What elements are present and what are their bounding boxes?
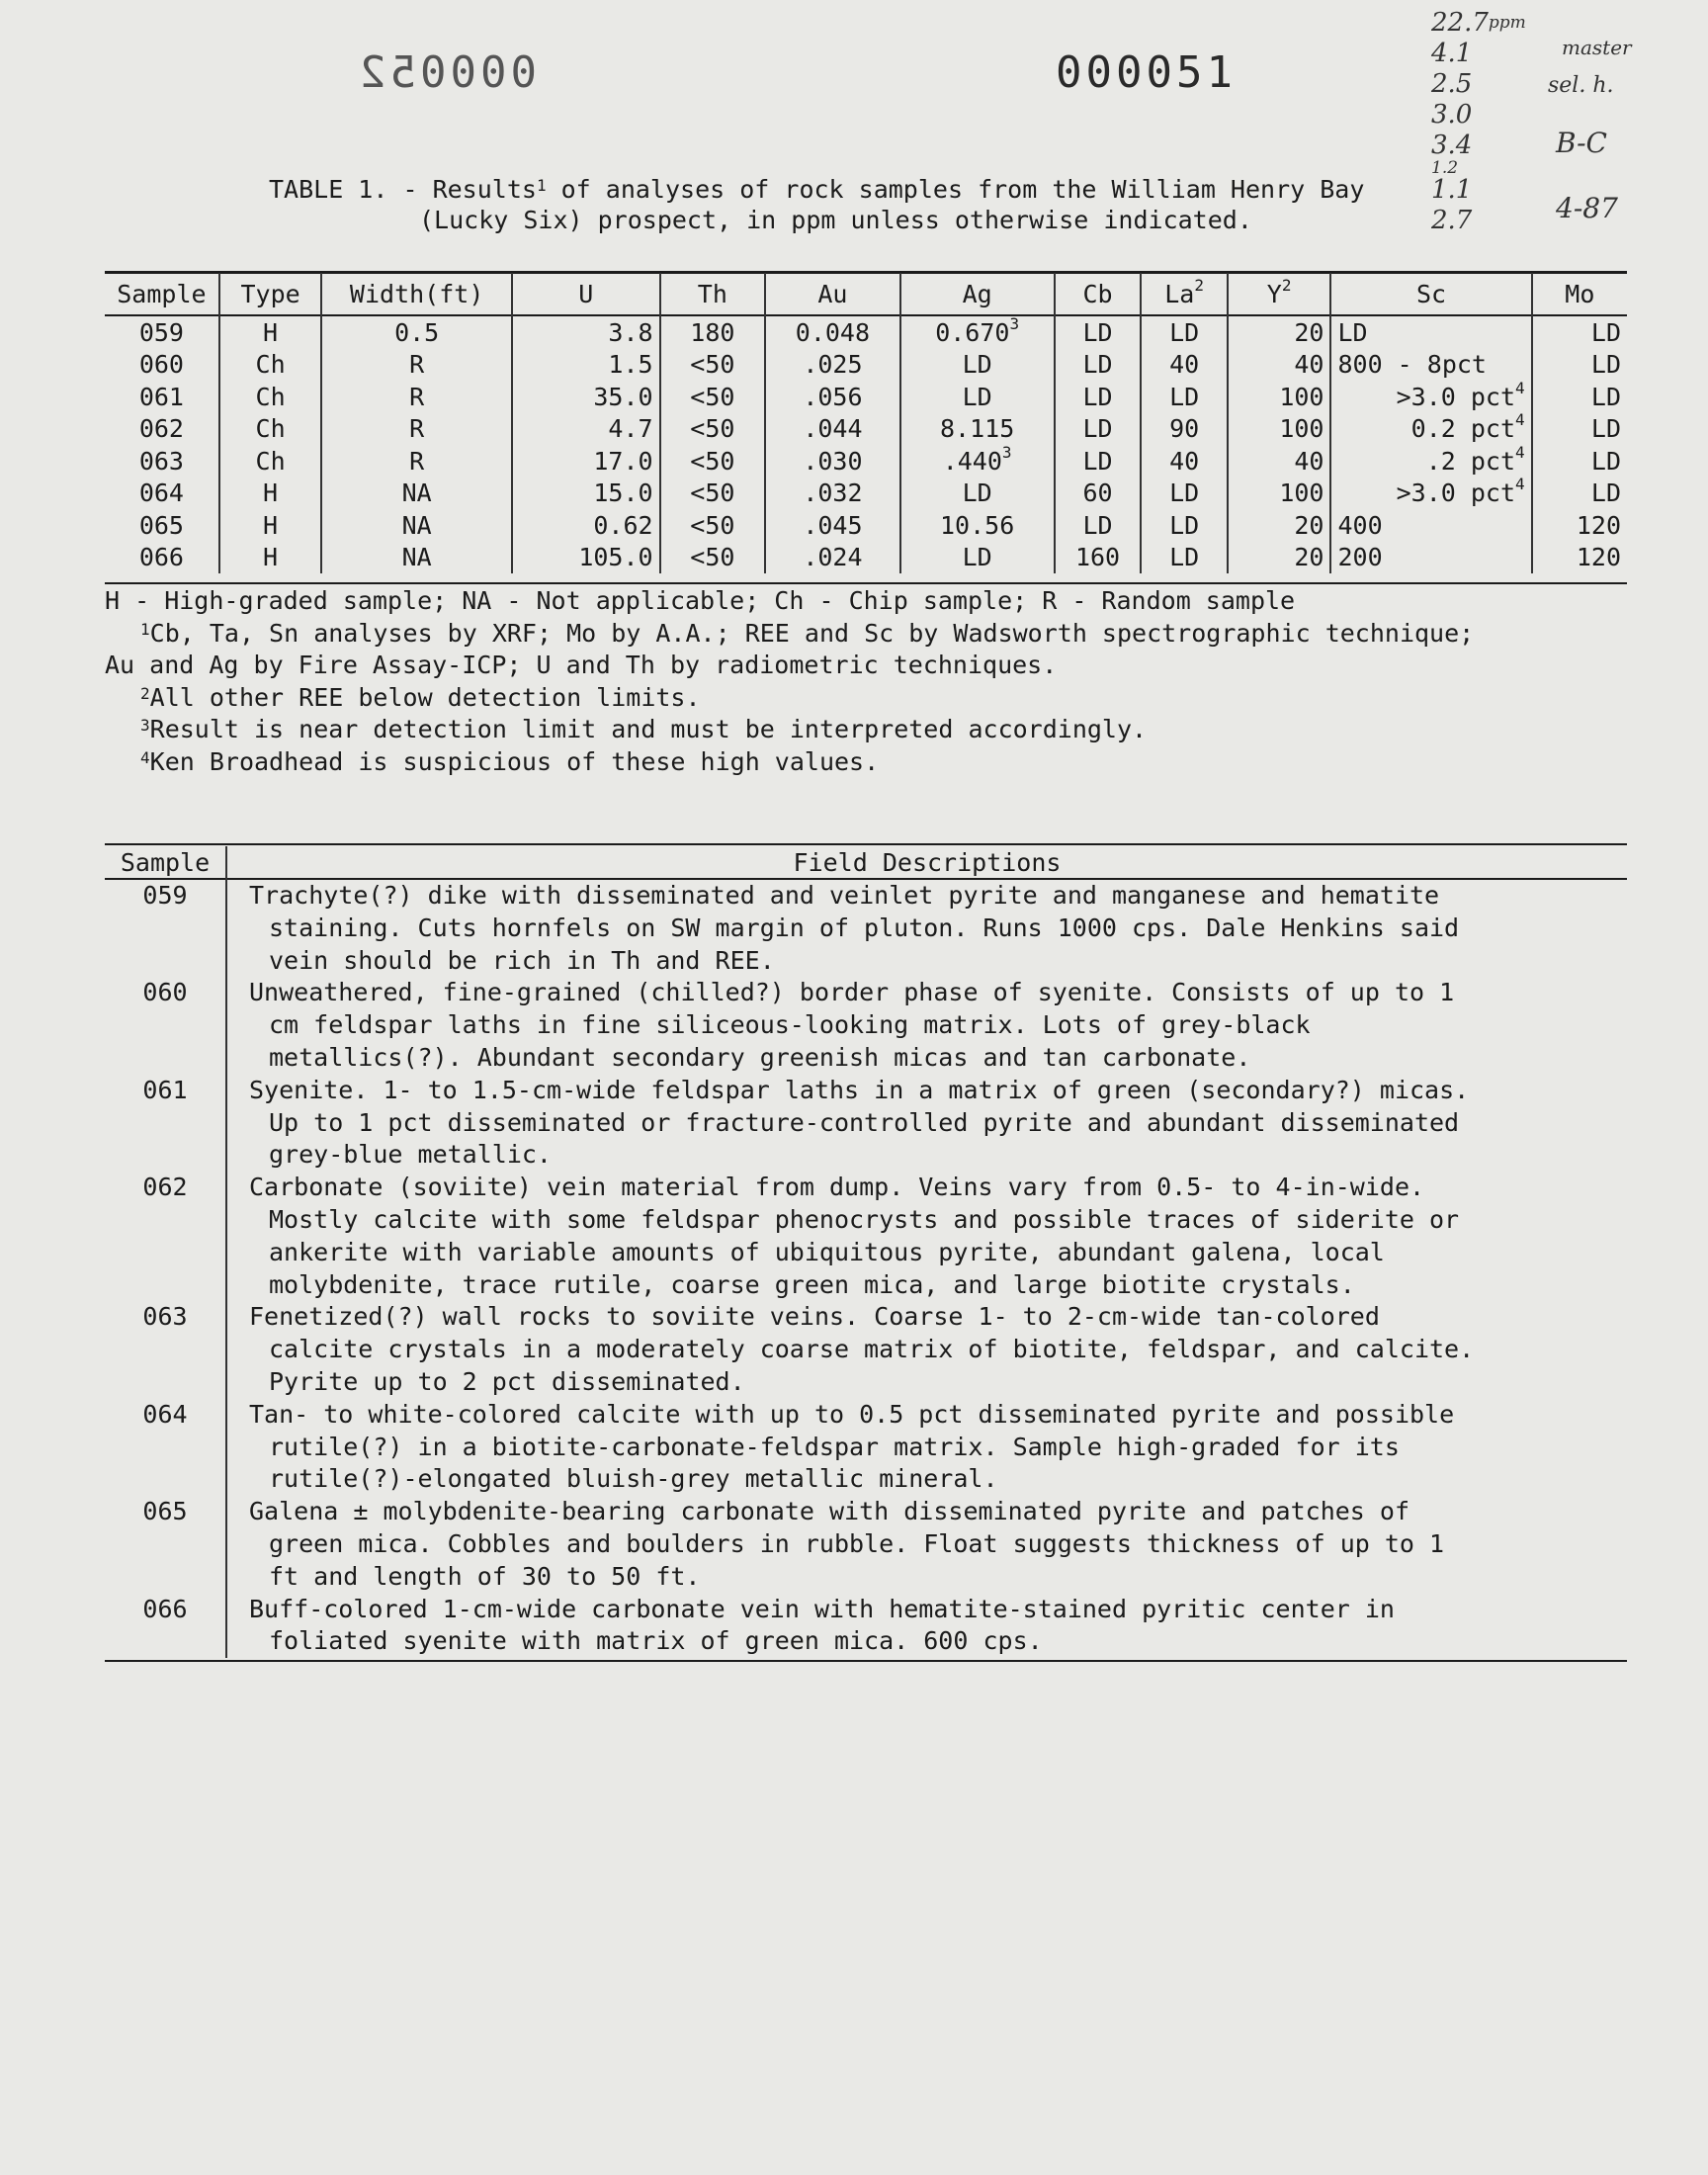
cell-th: <50 [660, 542, 766, 574]
cell-la: LD [1141, 381, 1227, 413]
cell-mo: LD [1532, 349, 1627, 382]
cell-la: LD [1141, 542, 1227, 574]
cell-au: .030 [765, 445, 900, 478]
cell-cb: 160 [1055, 542, 1142, 574]
cell-sample: 062 [105, 1172, 226, 1301]
description-line: Unweathered, fine-grained (chilled?) border phase of syenite. Consists of up to 1 [249, 978, 1455, 1007]
col-header-u: U [512, 273, 660, 315]
cell-sc: LD [1330, 315, 1531, 349]
cell-au: 0.048 [765, 315, 900, 349]
description-line: vein should be rich in Th and REE. [269, 945, 775, 975]
cell-au: .044 [765, 413, 900, 446]
cell-th: <50 [660, 349, 766, 382]
cell-width: R [321, 445, 512, 478]
cell-type: Ch [219, 445, 322, 478]
footnote-4: $^4$Ken Broadhead is suspicious of these high values. [140, 746, 880, 776]
col-header-ag: Ag [900, 273, 1055, 315]
description-line: rutile(?)-elongated bluish-grey metallic mineral. [269, 1464, 998, 1494]
cell-type: H [219, 478, 322, 510]
cell-description [226, 1399, 1627, 1496]
description-line: staining. Cuts hornfels on SW margin of pluton. Runs 1000 cps. Dale Henkins said [269, 913, 1460, 942]
cell-th: <50 [660, 445, 766, 478]
cell-mo: 120 [1532, 542, 1627, 574]
field-descriptions-body [105, 879, 1627, 1658]
cell-y: 100 [1228, 478, 1331, 510]
page-stamp-mirrored: 000052 [356, 47, 537, 98]
cell-sc: 400 [1330, 509, 1531, 542]
description-row [105, 879, 1627, 977]
col-header-field-descriptions: Field Descriptions [793, 847, 1062, 877]
description-line: Tan- to white-colored calcite with up to 0.5 pct disseminated pyrite and possible [249, 1399, 1455, 1429]
col-header-type: Type [219, 273, 322, 315]
analysis-table-body [105, 315, 1627, 573]
cell-ag: LD [900, 478, 1055, 510]
cell-sample: 059 [138, 317, 184, 347]
cell-description [226, 1301, 1627, 1398]
cell-y: 20 [1228, 509, 1331, 542]
cell-description [226, 1172, 1627, 1301]
table-row [105, 478, 1627, 510]
col-header-cb: Cb [1055, 273, 1142, 315]
cell-description [226, 1594, 1627, 1659]
col-header-th: Th [660, 273, 766, 315]
handwritten-note: sel. h. [1548, 73, 1614, 98]
table2-top-rule [105, 843, 1627, 845]
description-line: Fenetized(?) wall rocks to soviite veins. Coarse 1- to 2-cm-wide tan-colored [249, 1302, 1380, 1332]
cell-width: NA [321, 509, 512, 542]
cell-u: 4.7 [512, 413, 660, 446]
cell-sample: 061 [105, 1075, 226, 1172]
cell-u: 35.0 [512, 381, 660, 413]
cell-sc: 800 - 8pct [1330, 349, 1531, 382]
cell-ag: LD [900, 542, 1055, 574]
cell-cb: LD [1055, 315, 1142, 349]
table-row [105, 349, 1627, 382]
description-line: foliated syenite with matrix of green mica. 600 cps. [269, 1626, 1043, 1656]
description-line: Buff-colored 1-cm-wide carbonate vein with hematite-stained pyritic center in [249, 1594, 1395, 1623]
abbreviation-legend: H - High-graded sample; NA - Not applicable; Ch - Chip sample; R - Random sample [105, 586, 1296, 615]
cell-sample: 063 [138, 446, 184, 476]
cell-sc: 200 [1330, 542, 1531, 574]
handwritten-note: 4-87 [1556, 192, 1618, 224]
cell-mo: LD [1532, 315, 1627, 349]
description-row [105, 977, 1627, 1074]
cell-sample: 060 [138, 350, 184, 380]
cell-u: 17.0 [512, 445, 660, 478]
cell-y: 100 [1228, 381, 1331, 413]
table-row [105, 445, 1627, 478]
cell-description [226, 977, 1627, 1074]
cell-th: <50 [660, 413, 766, 446]
cell-mo: 120 [1532, 509, 1627, 542]
cell-mo: LD [1532, 413, 1627, 446]
description-line: molybdenite, trace rutile, coarse green mica, and large biotite crystals. [269, 1269, 1355, 1299]
footnote-1-cont: Au and Ag by Fire Assay-ICP; U and Th by radiometric techniques. [105, 651, 1058, 679]
cell-u: 0.62 [512, 509, 660, 542]
cell-au: .025 [765, 349, 900, 382]
col-header-y: $Y^2$ [1228, 273, 1331, 315]
handwritten-value: 3.4 [1431, 130, 1473, 160]
cell-type: H [219, 509, 322, 542]
cell-sc: 0.2 pct$^4$ [1330, 413, 1531, 446]
table-row [105, 413, 1627, 446]
table1-bottom-rule [105, 582, 1627, 584]
table-notes [105, 585, 1647, 778]
cell-y: 20 [1228, 542, 1331, 574]
cell-sample: 062 [138, 414, 184, 444]
cell-au: .024 [765, 542, 900, 574]
cell-th: <50 [660, 478, 766, 510]
description-line: Mostly calcite with some feldspar phenocrysts and possible traces of siderite or [269, 1204, 1460, 1234]
description-line: rutile(?) in a biotite-carbonate-feldspar matrix. Sample high-graded for its [269, 1432, 1400, 1461]
cell-cb: LD [1055, 509, 1142, 542]
cell-la: LD [1141, 509, 1227, 542]
cell-type: H [219, 315, 322, 349]
description-row [105, 1075, 1627, 1172]
cell-u: 105.0 [512, 542, 660, 574]
cell-sample: 061 [138, 382, 184, 411]
cell-sample: 066 [138, 543, 184, 572]
cell-type: H [219, 542, 322, 574]
handwritten-value: 2.7 [1431, 206, 1473, 235]
cell-ag: 10.56 [900, 509, 1055, 542]
cell-la: 90 [1141, 413, 1227, 446]
cell-la: 40 [1141, 445, 1227, 478]
cell-sample: 064 [105, 1399, 226, 1496]
description-line: calcite crystals in a moderately coarse matrix of biotite, feldspar, and calcite. [269, 1335, 1475, 1364]
description-line: ft and length of 30 to 50 ft. [269, 1561, 701, 1591]
footnote-1: $^1$Cb, Ta, Sn analyses by XRF; Mo by A.A.; REE and Sc by Wadsworth spectrographic technique; [140, 618, 1475, 648]
description-row [105, 1301, 1627, 1398]
description-row [105, 1496, 1627, 1593]
description-line: cm feldspar laths in fine siliceous-looking matrix. Lots of grey-black [269, 1010, 1311, 1040]
cell-width: R [321, 349, 512, 382]
cell-type: Ch [219, 381, 322, 413]
description-line: Galena ± molybdenite-bearing carbonate with disseminated pyrite and patches of [249, 1497, 1409, 1526]
description-row [105, 1172, 1627, 1301]
handwritten-note: master [1562, 36, 1632, 59]
cell-th: 180 [660, 315, 766, 349]
cell-description [226, 1075, 1627, 1172]
cell-mo: LD [1532, 445, 1627, 478]
description-line: Trachyte(?) dike with disseminated and veinlet pyrite and manganese and hematite [249, 881, 1440, 910]
col-header-mo: Mo [1532, 273, 1627, 315]
handwritten-value: 3.0 [1431, 100, 1473, 130]
cell-y: 40 [1228, 445, 1331, 478]
analysis-table [105, 273, 1627, 573]
cell-ag: 8.115 [900, 413, 1055, 446]
description-line: Syenite. 1- to 1.5-cm-wide feldspar laths in a matrix of green (secondary?) micas. [249, 1075, 1470, 1104]
cell-type: Ch [219, 413, 322, 446]
field-descriptions-table [105, 846, 1627, 1658]
table-row [105, 315, 1627, 349]
cell-description [226, 1496, 1627, 1593]
handwritten-note: B-C [1556, 127, 1607, 159]
cell-u: 15.0 [512, 478, 660, 510]
col-header-sample: Sample [105, 846, 226, 879]
cell-sample: 064 [138, 478, 184, 508]
cell-au: .045 [765, 509, 900, 542]
cell-width: R [321, 413, 512, 446]
cell-ag: 0.670$^3$ [900, 315, 1055, 349]
cell-type: Ch [219, 349, 322, 382]
cell-cb: LD [1055, 445, 1142, 478]
table-row [105, 509, 1627, 542]
description-line: ankerite with variable amounts of ubiquitous pyrite, abundant galena, local [269, 1237, 1385, 1266]
description-row [105, 1594, 1627, 1659]
cell-sample: 059 [105, 879, 226, 977]
table-row [105, 542, 1627, 574]
description-line: grey-blue metallic. [269, 1140, 552, 1170]
cell-cb: LD [1055, 381, 1142, 413]
cell-la: 40 [1141, 349, 1227, 382]
cell-width: R [321, 381, 512, 413]
description-line: Up to 1 pct disseminated or fracture-controlled pyrite and abundant disseminated [269, 1107, 1460, 1137]
cell-sc: >3.0 pct$^4$ [1330, 381, 1531, 413]
cell-ag: LD [900, 381, 1055, 413]
cell-cb: LD [1055, 413, 1142, 446]
cell-th: <50 [660, 381, 766, 413]
handwritten-value: 1.1 [1431, 175, 1473, 205]
cell-y: 100 [1228, 413, 1331, 446]
table2-bottom-rule [105, 1660, 1627, 1662]
cell-width: NA [321, 478, 512, 510]
cell-y: 20 [1228, 315, 1331, 349]
cell-ag: LD [900, 349, 1055, 382]
footnote-2: $^2$All other REE below detection limits. [140, 682, 701, 712]
handwritten-value: 1.2 [1431, 158, 1459, 178]
cell-sample: 066 [105, 1594, 226, 1659]
cell-th: <50 [660, 509, 766, 542]
cell-width: 0.5 [321, 315, 512, 349]
cell-width: NA [321, 542, 512, 574]
description-row [105, 1399, 1627, 1496]
cell-la: LD [1141, 315, 1227, 349]
description-line: metallics(?). Abundant secondary greenish micas and tan carbonate. [269, 1042, 1251, 1072]
cell-sc: >3.0 pct$^4$ [1330, 478, 1531, 510]
cell-cb: LD [1055, 349, 1142, 382]
handwritten-value: 4.1 [1431, 39, 1473, 68]
page-stamp: 000051 [1056, 47, 1237, 98]
cell-description [226, 879, 1627, 977]
handwritten-values [1431, 8, 1526, 236]
cell-au: .032 [765, 478, 900, 510]
col-header-au: Au [765, 273, 900, 315]
cell-cb: 60 [1055, 478, 1142, 510]
cell-u: 3.8 [512, 315, 660, 349]
col-header-sample: Sample [117, 279, 207, 308]
cell-la: LD [1141, 478, 1227, 510]
cell-sample: 065 [105, 1496, 226, 1593]
cell-sample: 065 [138, 510, 184, 540]
col-header-width: Width(ft) [321, 273, 512, 315]
cell-sample: 063 [105, 1301, 226, 1398]
cell-u: 1.5 [512, 349, 660, 382]
table-row [105, 381, 1627, 413]
description-line: Pyrite up to 2 pct disseminated. [269, 1366, 745, 1396]
cell-mo: LD [1532, 478, 1627, 510]
cell-sc: .2 pct$^4$ [1330, 445, 1531, 478]
cell-mo: LD [1532, 381, 1627, 413]
description-line: green mica. Cobbles and boulders in rubble. Float suggests thickness of up to 1 [269, 1528, 1445, 1558]
handwritten-value: 2.5 [1431, 69, 1473, 99]
cell-y: 40 [1228, 349, 1331, 382]
cell-au: .056 [765, 381, 900, 413]
cell-sample: 060 [105, 977, 226, 1074]
table-title: TABLE 1. - Results$^1$ of analyses of rock samples from the William Henry Bay (Lucky Six) prospect, in ppm unless otherwise indicated. [269, 175, 1365, 234]
footnote-3: $^3$Result is near detection limit and must be interpreted accordingly. [140, 715, 1148, 743]
description-line: Carbonate (soviite) vein material from dump. Veins vary from 0.5- to 4-in-wide. [249, 1173, 1425, 1202]
handwritten-value: $22.7^{ppm}$ [1431, 8, 1526, 38]
col-header-la: La$^2$ [1141, 273, 1227, 315]
col-header-sc: Sc [1330, 273, 1531, 315]
cell-ag: .440$^3$ [900, 445, 1055, 478]
